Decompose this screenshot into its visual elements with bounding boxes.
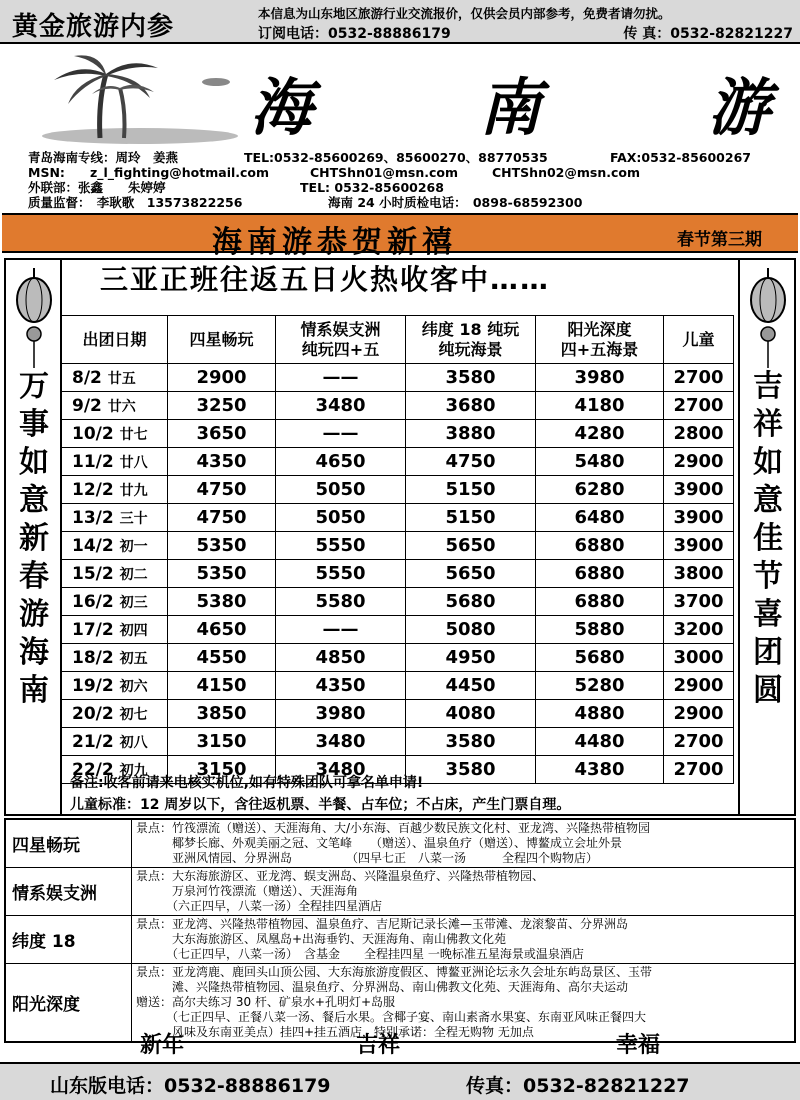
wuzhizhou-price: ——	[276, 616, 406, 644]
sunshine-price: 6280	[536, 476, 664, 504]
palm-tree-logo	[40, 52, 240, 144]
lantern-icon	[14, 268, 54, 368]
blessing-2: 吉祥	[356, 1033, 401, 1058]
four-star-price: 2900	[168, 364, 276, 392]
price-row	[62, 476, 734, 504]
sunshine-price: 5480	[536, 448, 664, 476]
sunshine-price: 4380	[536, 756, 664, 784]
contact-line1-fax: FAX:0532-85600267	[610, 150, 751, 165]
itinerary-body	[132, 916, 794, 963]
side-right-char: 如	[753, 445, 783, 480]
latitude18-price: 5680	[406, 588, 536, 616]
child-price: 2700	[664, 756, 734, 784]
msn-1: z_l_fighting@hotmail.com	[90, 165, 270, 180]
date-cell: 12/2 廿九	[62, 476, 168, 504]
sunshine-price: 3980	[536, 364, 664, 392]
itinerary-line: （七正四早、正餐八菜一汤、餐后水果。含椰子宴、南山素斋水果宴、东南亚风味正餐四大	[136, 1010, 647, 1024]
child-price: 3900	[664, 476, 734, 504]
subscribe-phones	[258, 23, 793, 43]
itinerary-line: 大东海旅游区、凤凰岛+出海垂钓、天涯海角、南山佛教文化苑	[136, 932, 507, 946]
latitude18-price: 4750	[406, 448, 536, 476]
latitude18-price: 5080	[406, 616, 536, 644]
side-right-char: 团	[753, 635, 783, 670]
side-left-char: 万	[19, 369, 49, 404]
sunshine-price: 5280	[536, 672, 664, 700]
price-row	[62, 672, 734, 700]
wuzhizhou-price: 5050	[276, 504, 406, 532]
date-cell: 15/2 初二	[62, 560, 168, 588]
four-star-price: 5350	[168, 532, 276, 560]
sunshine-price: 4280	[536, 420, 664, 448]
date-cell: 9/2 廿六	[62, 392, 168, 420]
four-star-price: 4750	[168, 476, 276, 504]
msn-3: CHTShn02@msn.com	[492, 165, 640, 180]
itinerary-row	[6, 868, 794, 916]
wuzhizhou-price: ——	[276, 364, 406, 392]
price-row	[62, 448, 734, 476]
latitude18-price: 3880	[406, 420, 536, 448]
contact-line1-left: 青岛海南专线：周玲 姜燕	[28, 150, 179, 165]
contact-line3-left: 外联部：张鑫 朱婷婷	[28, 180, 166, 195]
itinerary-line: 景点：亚龙湾鹿、鹿回头山顶公园、大东海旅游度假区、博鳌亚洲论坛永久会址东屿岛景区、玉带	[136, 965, 653, 979]
footer	[0, 1062, 800, 1100]
itinerary-line: 风味及东南亚美点）挂四+挂五酒店，特别承诺：全程无购物 无加点	[136, 1025, 534, 1039]
latitude18-price: 3580	[406, 756, 536, 784]
wuzhizhou-price: 5550	[276, 560, 406, 588]
col-header-date: 出团日期	[62, 316, 168, 364]
price-row	[62, 504, 734, 532]
itinerary-line: （六正四早，八菜一汤）全程挂四星酒店	[136, 899, 383, 913]
sunshine-price: 6880	[536, 588, 664, 616]
side-panel-right	[738, 260, 794, 814]
four-star-price: 3150	[168, 756, 276, 784]
child-price: 3200	[664, 616, 734, 644]
greeting-bar	[2, 213, 798, 260]
latitude18-price: 5650	[406, 560, 536, 588]
itinerary-name: 纬度 18	[6, 916, 132, 963]
side-text-left	[12, 368, 56, 710]
msn-2: CHTShn01@msn.com	[310, 165, 458, 180]
wuzhizhou-price: 3480	[276, 728, 406, 756]
date-cell: 17/2 初四	[62, 616, 168, 644]
child-price: 2900	[664, 448, 734, 476]
brand-title: 黄金旅游内参	[12, 12, 175, 42]
banner-char-2: 南	[478, 71, 541, 144]
four-star-price: 4150	[168, 672, 276, 700]
child-price: 2700	[664, 364, 734, 392]
col-header-latitude18: 纬度 18 纯玩 纯玩海景	[406, 316, 536, 364]
footer-phone: 山东版电话：0532-88886179	[50, 1075, 331, 1097]
sunshine-price: 4480	[536, 728, 664, 756]
remark-note: 备注:收客前请来电核实机位,如有特殊团队可拿名单申请!	[70, 775, 424, 791]
side-right-char: 吉	[753, 369, 783, 404]
itinerary-line: 亚洲风情园、分界洲岛 （四早七正 八菜一汤 全程四个购物店）	[136, 851, 599, 865]
side-panel-left	[6, 260, 62, 814]
itinerary-name: 四星畅玩	[6, 820, 132, 867]
contact-info	[28, 150, 788, 210]
itinerary-row	[6, 820, 794, 868]
four-star-price: 5380	[168, 588, 276, 616]
latitude18-price: 5150	[406, 504, 536, 532]
wuzhizhou-price: ——	[276, 420, 406, 448]
side-left-char: 南	[19, 673, 49, 708]
price-row	[62, 644, 734, 672]
child-standard-note: 儿童标准：12 周岁以下，含往返机票、半餐、占车位；不占床，产生门票自理。	[70, 797, 571, 813]
wuzhizhou-price: 5550	[276, 532, 406, 560]
itinerary-line: 景点：竹筏漂流（赠送）、天涯海角、大/小东海、百越少数民族文化村、亚龙湾、兴隆热带植物园	[136, 821, 651, 835]
latitude18-price: 3680	[406, 392, 536, 420]
sunshine-price: 5680	[536, 644, 664, 672]
four-star-price: 4550	[168, 644, 276, 672]
side-left-char: 游	[19, 597, 49, 632]
itinerary-body	[132, 820, 794, 867]
greeting-title: 海南游恭贺新禧	[212, 225, 457, 260]
blessing-3: 幸福	[616, 1033, 661, 1058]
header-fax: 传 真：0532-82821227	[623, 26, 793, 42]
sunshine-price: 4180	[536, 392, 664, 420]
side-left-char: 新	[19, 521, 49, 556]
price-row	[62, 560, 734, 588]
footer-fax: 传真：0532-82821227	[466, 1075, 690, 1097]
latitude18-price: 5150	[406, 476, 536, 504]
date-cell: 14/2 初一	[62, 532, 168, 560]
latitude18-price: 4950	[406, 644, 536, 672]
child-price: 2800	[664, 420, 734, 448]
side-right-char: 喜	[753, 597, 783, 632]
side-right-char: 圆	[753, 673, 783, 708]
itinerary-name: 阳光深度	[6, 964, 132, 1041]
side-text-right	[746, 368, 790, 710]
side-left-char: 意	[19, 483, 49, 518]
top-bar	[0, 0, 800, 44]
date-cell: 16/2 初三	[62, 588, 168, 616]
side-left-char: 海	[19, 635, 49, 670]
banner	[0, 46, 800, 146]
latitude18-price: 4450	[406, 672, 536, 700]
side-right-char: 佳	[753, 521, 783, 556]
msn-label: MSN:	[28, 165, 65, 180]
child-price: 2900	[664, 700, 734, 728]
date-cell: 19/2 初六	[62, 672, 168, 700]
lantern-icon	[748, 268, 788, 368]
headline: 三亚正班往返五日火热收客中……	[100, 263, 551, 296]
child-price: 3700	[664, 588, 734, 616]
side-right-char: 节	[753, 559, 783, 594]
side-left-char: 春	[19, 559, 49, 594]
date-cell: 20/2 初七	[62, 700, 168, 728]
price-row	[62, 728, 734, 756]
banner-char-1: 海	[250, 71, 313, 144]
notes	[70, 772, 570, 816]
date-cell: 11/2 廿八	[62, 448, 168, 476]
child-price: 2900	[664, 672, 734, 700]
itinerary-row	[6, 916, 794, 964]
blessing-1: 新年	[140, 1033, 185, 1058]
wuzhizhou-price: 5050	[276, 476, 406, 504]
four-star-price: 3650	[168, 420, 276, 448]
side-left-char: 如	[19, 445, 49, 480]
date-cell: 18/2 初五	[62, 644, 168, 672]
four-star-price: 4650	[168, 616, 276, 644]
four-star-price: 5350	[168, 560, 276, 588]
contact-line4-right: 海南 24 小时质检电话： 0898-68592300	[328, 195, 583, 210]
latitude18-price: 4080	[406, 700, 536, 728]
latitude18-price: 3580	[406, 728, 536, 756]
itinerary-body	[132, 868, 794, 915]
wuzhizhou-price: 4350	[276, 672, 406, 700]
four-star-price: 3250	[168, 392, 276, 420]
banner-title	[250, 58, 770, 144]
col-header-four-star: 四星畅玩	[168, 316, 276, 364]
child-price: 2700	[664, 728, 734, 756]
price-row	[62, 700, 734, 728]
side-left-char: 事	[19, 407, 49, 442]
member-notice: 本信息为山东地区旅游行业交流报价，仅供会员内部参考，免费者请勿扰。	[258, 6, 671, 21]
date-cell: 22/2 初九	[62, 756, 168, 784]
child-price: 3000	[664, 644, 734, 672]
four-star-price: 4750	[168, 504, 276, 532]
itinerary-line: （七正四早，八菜一汤） 含基金 全程挂四星 一晚标准五星海景或温泉酒店	[136, 947, 584, 961]
contact-line4-left: 质量监督： 李耿歌 13573822256	[28, 195, 243, 210]
child-price: 3800	[664, 560, 734, 588]
sunshine-price: 5880	[536, 616, 664, 644]
child-price: 2700	[664, 392, 734, 420]
itinerary-name: 情系娱支洲	[6, 868, 132, 915]
four-star-price: 3850	[168, 700, 276, 728]
price-table	[61, 315, 734, 784]
price-row	[62, 392, 734, 420]
itinerary-line: 滩、兴隆热带植物园、温泉鱼疗、分界洲岛、南山佛教文化苑、天涯海角、高尔夫运动	[136, 980, 629, 994]
price-table-header	[62, 316, 734, 364]
price-row	[62, 420, 734, 448]
price-row	[62, 364, 734, 392]
col-header-wuzhizhou: 情系娱支洲 纯玩四+五	[276, 316, 406, 364]
itinerary-details	[4, 818, 796, 1043]
sunshine-price: 4880	[536, 700, 664, 728]
latitude18-price: 3580	[406, 364, 536, 392]
price-row	[62, 616, 734, 644]
wuzhizhou-price: 3480	[276, 392, 406, 420]
price-row	[62, 588, 734, 616]
child-price: 3900	[664, 532, 734, 560]
wuzhizhou-price: 3480	[276, 756, 406, 784]
banner-char-3: 游	[707, 71, 770, 144]
wuzhizhou-price: 4850	[276, 644, 406, 672]
sunshine-price: 6880	[536, 532, 664, 560]
sunshine-price: 6880	[536, 560, 664, 588]
price-row	[62, 532, 734, 560]
itinerary-line: 万泉河竹筏漂流（赠送）、天涯海角	[136, 884, 359, 898]
itinerary-line: 赠送：高尔夫练习 30 杆、矿泉水+孔明灯+岛服	[136, 995, 396, 1009]
sunshine-price: 6480	[536, 504, 664, 532]
latitude18-price: 5650	[406, 532, 536, 560]
date-cell: 21/2 初八	[62, 728, 168, 756]
four-star-price: 3150	[168, 728, 276, 756]
date-cell: 10/2 廿七	[62, 420, 168, 448]
four-star-price: 4350	[168, 448, 276, 476]
date-cell: 13/2 三十	[62, 504, 168, 532]
blessing-row	[0, 1028, 800, 1058]
wuzhizhou-price: 4650	[276, 448, 406, 476]
itinerary-line: 景点：亚龙湾、兴隆热带植物园、温泉鱼疗、吉尼斯记录长滩—玉带滩、龙滚黎苗、分界洲岛	[136, 917, 629, 931]
itinerary-line: 景点：大东海旅游区、亚龙湾、蜈支洲岛、兴隆温泉鱼疗、兴隆热带植物园、	[136, 869, 545, 883]
col-header-child: 儿童	[664, 316, 734, 364]
side-right-char: 意	[753, 483, 783, 518]
order-phone: 订阅电话：0532-88886179	[258, 26, 451, 42]
date-cell: 8/2 廿五	[62, 364, 168, 392]
itinerary-line: 椰梦长廊、外观美丽之冠、文笔峰 （赠送）、温泉鱼疗（赠送）、博鳌成立会址外景	[136, 836, 623, 850]
child-price: 3900	[664, 504, 734, 532]
contact-line1-tel: TEL:0532-85600269、85600270、88770535	[244, 150, 548, 165]
wuzhizhou-price: 5580	[276, 588, 406, 616]
contact-line3-tel: TEL: 0532-85600268	[300, 180, 444, 195]
side-right-char: 祥	[753, 407, 783, 442]
wuzhizhou-price: 3980	[276, 700, 406, 728]
issue-label: 春节第三期	[677, 230, 762, 250]
col-header-sunshine: 阳光深度 四+五海景	[536, 316, 664, 364]
